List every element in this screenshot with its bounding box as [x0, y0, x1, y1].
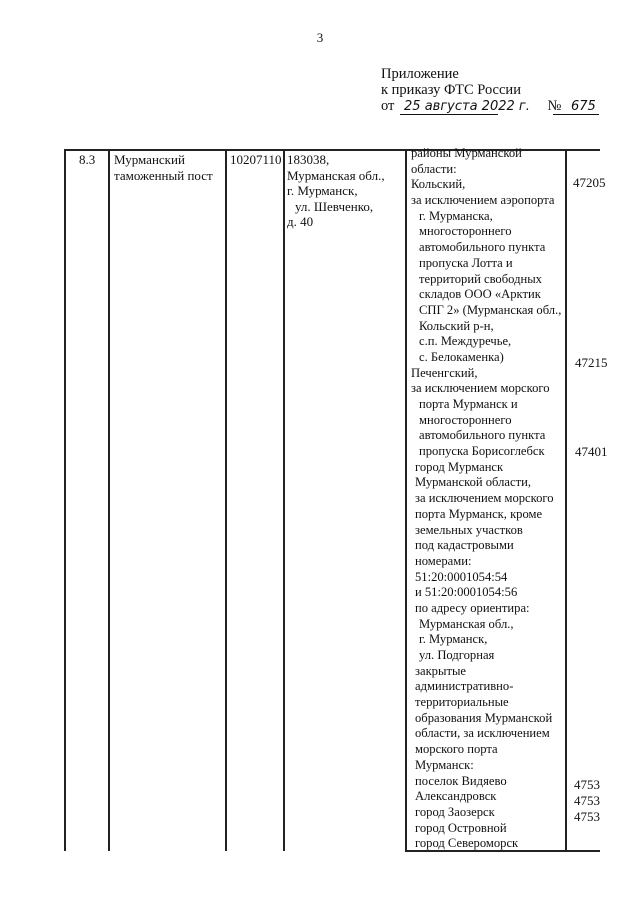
region-line: город Островной	[415, 820, 507, 835]
post-name-line: Мурманский	[114, 152, 185, 167]
order-date: 25 августа 2022 г.	[404, 99, 530, 114]
region-line: Печенгский,	[411, 365, 478, 380]
region-line: за исключением аэропорта	[411, 193, 555, 208]
post-address	[287, 152, 385, 230]
region-line: г. Мурманск,	[419, 632, 488, 647]
region-line: Александровск	[415, 789, 497, 804]
region-line: порта Мурманск, кроме	[415, 506, 543, 521]
region-line: под кадастровыми	[415, 538, 514, 553]
region-line: Мурманск:	[415, 757, 474, 772]
post-name	[114, 152, 213, 183]
region-line: земельных участков	[415, 522, 523, 537]
address-line: Мурманская обл.,	[287, 167, 385, 183]
number-label: №	[547, 98, 562, 114]
address-line: д. 40	[287, 214, 314, 229]
region-line: административно-	[415, 679, 514, 694]
region-line: город Заозерск	[415, 804, 495, 819]
region-line: многостороннего	[419, 224, 512, 239]
column-divider-1	[108, 149, 110, 851]
region-line: пропуска Лотта и	[419, 255, 513, 270]
column-divider-4	[405, 149, 407, 851]
post-name-line: таможенный пост	[114, 167, 213, 183]
region-line: районы Мурманской	[411, 146, 522, 160]
regions-cell	[411, 146, 561, 852]
region-line: СПГ 2» (Мурманская обл.,	[419, 302, 562, 317]
column-divider-3	[283, 149, 285, 851]
from-label: от	[381, 98, 395, 114]
okato-column	[567, 0, 640, 905]
region-line: Мурманская обл.,	[419, 616, 514, 631]
region-line: г. Мурманска,	[419, 208, 493, 223]
region-line: территорий свободных	[419, 271, 542, 286]
region-line: Кольский,	[411, 177, 466, 192]
okato-code: 47205	[573, 175, 606, 190]
post-code: 10207110	[230, 152, 282, 167]
region-line: за исключением морского	[411, 381, 550, 396]
region-line: закрытые	[415, 663, 466, 678]
address-line: г. Мурманск,	[287, 183, 358, 198]
region-line: и 51:20:0001054:56	[415, 585, 518, 600]
address-line: 183038,	[287, 152, 330, 167]
region-line: поселок Видяево	[415, 773, 507, 788]
region-line: автомобильного пункта	[419, 428, 546, 443]
column-divider-2	[225, 149, 227, 851]
appendix-date-line	[381, 98, 596, 115]
region-line: город Мурманск	[415, 459, 504, 474]
region-line: с.п. Междуречье,	[419, 334, 512, 349]
region-line: ул. Подгорная	[419, 648, 495, 662]
region-line: складов ООО «Арктик	[419, 287, 541, 302]
region-line: территориальные	[415, 695, 509, 710]
okato-code: 4753	[574, 777, 600, 792]
okato-code: 47401	[575, 444, 608, 459]
region-line: за исключением морского	[415, 491, 554, 506]
region-line: по адресу ориентира:	[415, 600, 530, 615]
address-line: ул. Шевченко,	[295, 198, 374, 214]
region-line: пропуска Борисоглебск	[419, 444, 545, 459]
region-line: области:	[411, 161, 457, 176]
region-line: автомобильного пункта	[419, 240, 546, 255]
region-line: город Североморск	[415, 836, 519, 851]
date-underline	[400, 114, 498, 115]
region-line: Мурманской области,	[415, 475, 531, 490]
region-line: образования Мурманской	[415, 710, 553, 725]
appendix-title: Приложение	[381, 66, 459, 82]
region-line: с. Белокаменка)	[419, 349, 504, 364]
page-number: 3	[316, 30, 324, 45]
region-line: номерами:	[415, 553, 472, 568]
region-line: морского порта	[415, 742, 498, 757]
region-line: Кольский р-н,	[419, 318, 494, 333]
okato-code: 47215	[575, 355, 608, 370]
table-border-left	[64, 149, 66, 851]
order-number: 675	[570, 99, 596, 114]
appendix-order-ref: к приказу ФТС России	[381, 82, 521, 98]
region-line: 51:20:0001054:54	[415, 569, 508, 584]
region-line: порта Мурманск и	[419, 397, 518, 411]
region-line: многостороннего	[419, 412, 512, 427]
okato-code: 4753	[574, 809, 600, 824]
region-line: области, за исключением	[415, 726, 550, 741]
okato-code: 4753	[574, 793, 600, 808]
row-index: 8.3	[79, 152, 96, 167]
